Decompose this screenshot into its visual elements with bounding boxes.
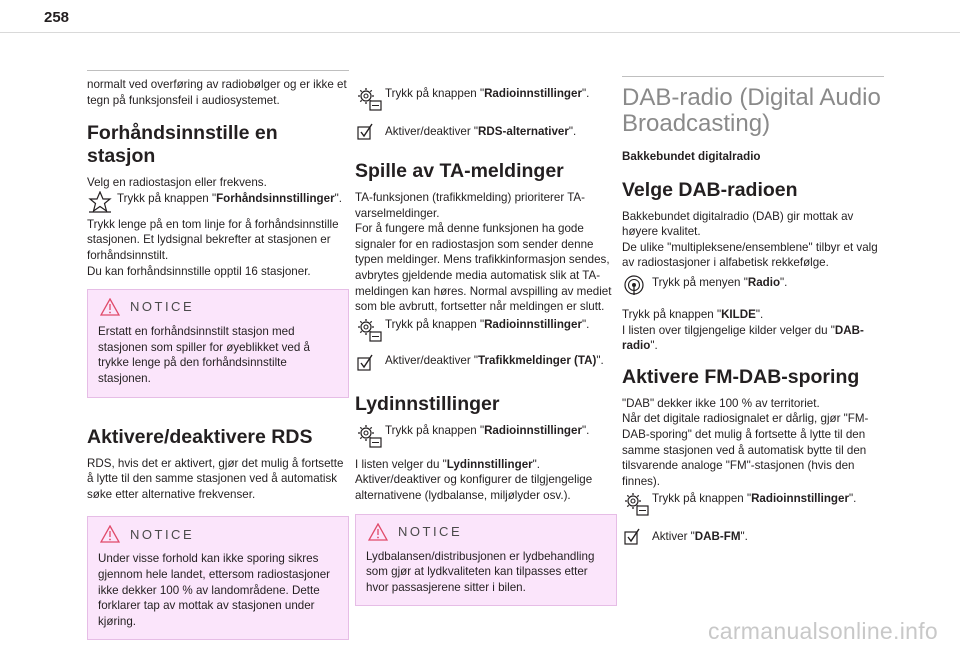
step-traffic-messages: Aktiver/deaktiver "Trafikkmeldinger (TA)". <box>355 351 617 377</box>
step-preset: Trykk på knappen "Forhåndsinnstillinger". <box>87 191 349 217</box>
step-radio-menu: Trykk på menyen "Radio". <box>622 273 884 299</box>
preset-text-2: Trykk lenge på en tom linje for å forhåndsinnstille stasjonen. Et lydsignal bekrefter at stasjonen er forhåndsinnstilt. <box>87 217 339 262</box>
preset-step-bold: Forhåndsinnstillinger <box>216 191 335 205</box>
ta-text-2: For å fungere må denne funksjonen ha gode signaler for en radiostasjon som sender denne typen meldinger. Mens trafikkinformasjon sendes, avbrytes gjeldende media automatisk slik at TA-meldingen kan høres. Normal avspilling av mediet som ble avbrutt, fortsetter når meldingen er slutt. <box>355 222 612 314</box>
top-rule <box>0 32 960 33</box>
preset-text-1: Velg en radiostasjon eller frekvens. <box>87 176 267 190</box>
heading-fm-dab: Aktivere FM-DAB-sporing <box>622 365 860 388</box>
heading-preset: Forhåndsinnstille en stasjon <box>87 122 278 168</box>
warning-icon <box>368 523 388 541</box>
rds-text: RDS, hvis det er aktivert, gjør det mulig å fortsette å lytte til den samme stasjonen ved å automatisk søke etter alternative frekvenser. <box>87 456 344 501</box>
star-preset-icon <box>87 191 117 217</box>
notice-text: Under visse forhold kan ikke sporing sikres gjennom hele landet, ettersom radiostasjoner ikke dekker 100 % av landområdene. Dette forklarer tap av mottak av stasjonen under kjøring. <box>98 552 331 628</box>
notice-box-2 <box>87 516 349 640</box>
step-radio-settings-2: Trykk på knappen "Radioinnstillinger". <box>355 317 617 343</box>
list-text: I listen over tilgjengelige kilder velger du "DAB-radio". <box>622 323 864 353</box>
heading-ta: Spille av TA-meldinger <box>355 160 564 182</box>
sound-text-2: Aktiver/deaktiver og konfigurer de tilgjengelige alternativene (lydbalanse, miljølyder osv.). <box>355 473 593 502</box>
warning-icon <box>100 298 120 316</box>
column-1 <box>87 70 349 656</box>
notice-text: Lydbalansen/distribusjonen er lydbehandling som gjør at lydkvaliteten kan tilpasses etter hvor passasjerene sitter i bilen. <box>366 549 595 594</box>
step-radio-settings-4: Trykk på knappen "Radioinnstillinger". <box>622 491 884 517</box>
heading-dab: DAB-radio (Digital Audio Broadcasting) <box>622 76 884 137</box>
sound-text-1: I listen velger du "Lydinnstillinger". <box>355 457 540 471</box>
checkbox-icon <box>355 351 385 377</box>
kilde-text: Trykk på knappen "KILDE". <box>622 307 764 321</box>
subheading-digital-radio: Bakkebundet digitalradio <box>622 150 761 163</box>
step-radio-settings-1: Trykk på knappen "Radioinnstillinger". <box>355 86 617 112</box>
ta-text-1: TA-funksjonen (trafikkmelding) prioriterer TA-varselmeldinger. <box>355 191 586 220</box>
step-rds-alternatives: Aktiver/deaktiver "RDS-alternativer". <box>355 120 617 146</box>
radio-settings-icon <box>355 423 385 449</box>
heading-rds: Aktivere/deaktivere RDS <box>87 425 313 448</box>
notice-title: NOTICE <box>130 526 195 542</box>
fm-text-2: Når det digitale radiosignalet er dårlig, gjør "FM-DAB-sporing" det mulig å fortsette å lytte til den samme stasjonen ved å automatisk bytte til den tilsvarende analoge "FM"-stasjonen (hvis den finnes). <box>622 412 869 488</box>
preset-text-3: Du kan forhåndsinnstille opptil 16 stasjoner. <box>87 264 311 278</box>
radio-settings-icon <box>622 491 652 517</box>
select-text-1: Bakkebundet digitalradio (DAB) gir mottak av høyere kvalitet. <box>622 209 854 239</box>
select-text-2: De ulike "multipleksene/ensemblene" tilbyr et valg av radiostasjoner i alfabetisk rekkefølge. <box>622 240 878 270</box>
notice-title: NOTICE <box>130 299 195 315</box>
notice-box-3 <box>355 514 617 607</box>
checkbox-icon <box>622 525 652 551</box>
radio-menu-icon <box>622 273 652 299</box>
fm-text-1: "DAB" dekker ikke 100 % av territoriet. <box>622 396 820 410</box>
radio-settings-icon <box>355 86 385 112</box>
heading-sound: Lydinnstillinger <box>355 392 500 415</box>
footer-watermark: carmanualsonline.info <box>707 618 938 644</box>
column-3 <box>622 76 884 559</box>
intro-text: normalt ved overføring av radiobølger og er ikke et tegn på funksjonsfeil i audiosystemet. <box>87 70 349 108</box>
step-dab-fm: Aktiver "DAB-FM". <box>622 525 884 551</box>
step-radio-settings-3: Trykk på knappen "Radioinnstillinger". <box>355 423 617 449</box>
notice-title: NOTICE <box>398 523 463 539</box>
column-2 <box>355 84 617 622</box>
radio-settings-icon <box>355 317 385 343</box>
checkbox-icon <box>355 120 385 146</box>
warning-icon <box>100 525 120 543</box>
page-number: 258 <box>44 9 70 26</box>
heading-select-dab: Velge DAB-radioen <box>622 178 798 201</box>
notice-box-1 <box>87 289 349 397</box>
notice-text: Erstatt en forhåndsinnstilt stasjon med stasjonen som spiller for øyeblikket ved å trykke lenge på den forhåndsinnstilte stasjonen. <box>98 325 310 385</box>
